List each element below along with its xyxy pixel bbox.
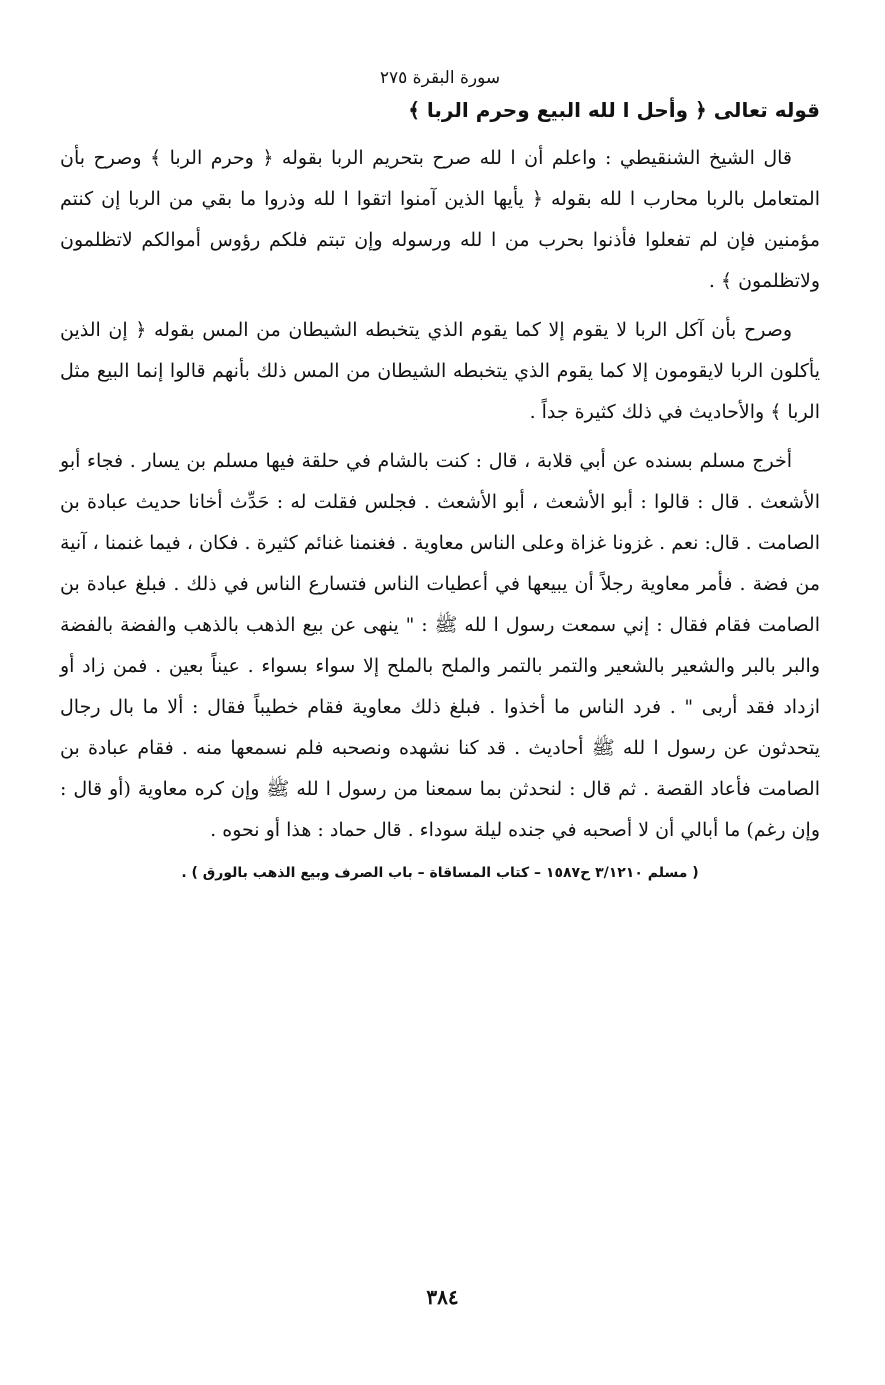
running-header: سورة البقرة ٢٧٥ bbox=[379, 68, 501, 88]
paragraph-3: أخرج مسلم بسنده عن أبي قلابة ، قال : كنت بالشام في حلقة فيها مسلم بن يسار . فجاء أبو الأشعث . قال : قالوا : أبو الأشعث ، أبو الأشعث . فجلس فقلت له : حَدِّث أخانا حديث عبادة بن الصامت . قال: نعم . غزونا غزاة وعلى الناس معاوية . فغنمنا غنائم كثيرة . فكان ، فيما غنمنا ، آنية من فضة . فأمر معاوية رجلاً أن يبيعها في أعطيات الناس فتسارع الناس في ذلك . فبلغ عبادة بن الصامت فقام فقال : إني سمعت رسول ا لله ﷺ : " ينهى عن بيع الذهب بالذهب والفضة بالفضة والبر بالبر والشعير بالشعير والتمر بالتمر والملح بالملح إلا سواء بسواء . عيناً بعين . فمن زاد أو ازداد فقد أربى " . فرد الناس ما أخذوا . فبلغ ذلك معاوية فقام خطيباً فقال : ألا ما بال رجال يتحدثون عن رسول ا لله ﷺ أحاديث . قد كنا نشهده ونصحبه فلم نسمعها منه . فقام عبادة بن الصامت فأعاد القصة . ثم قال : لنحدثن بما سمعنا من رسول ا لله ﷺ وإن كره معاوية (أو قال : وإن رغم) ما أبالي أن لا أصحبه في جنده ليلة سوداء . قال حماد : هذا أو نحوه . bbox=[60, 450, 820, 841]
page-number: ٣٨٤ bbox=[426, 1285, 459, 1309]
source-reference: ( مسلم ٣/١٢١٠ ح١٥٨٧ – كتاب المساقاة – باب الصرف وبيع الذهب بالورق ) . bbox=[181, 865, 699, 881]
paragraph-2: وصرح بأن آكل الربا لا يقوم إلا كما يقوم الذي يتخبطه الشيطان من المس بقوله ﴿ إن الذين يأكلون الربا لايقومون إلا كما يقوم الذي يتخبطه الشيطان من المس ذلك بأنهم قالوا إنما البيع مثل الربا ﴾ والأحاديث في ذلك كثيرة جداً . bbox=[60, 319, 820, 423]
section-heading: قوله تعالى ﴿ وأحل ا لله البيع وحرم الربا ﴾ bbox=[408, 98, 820, 122]
page-body bbox=[60, 68, 820, 881]
paragraph-1: قال الشيخ الشنقيطي : واعلم أن ا لله صرح بتحريم الربا بقوله ﴿ وحرم الربا ﴾ وصرح بأن المتعامل بالربا محارب ا لله بقوله ﴿ يأيها الذين آمنوا اتقوا ا لله وذروا ما بقي من الربا إن كنتم مؤمنين فإن لم تفعلوا فأذنوا بحرب من ا لله ورسوله وإن تبتم فلكم رؤوس أموالكم لاتظلمون ولاتظلمون ﴾ . bbox=[60, 147, 820, 292]
